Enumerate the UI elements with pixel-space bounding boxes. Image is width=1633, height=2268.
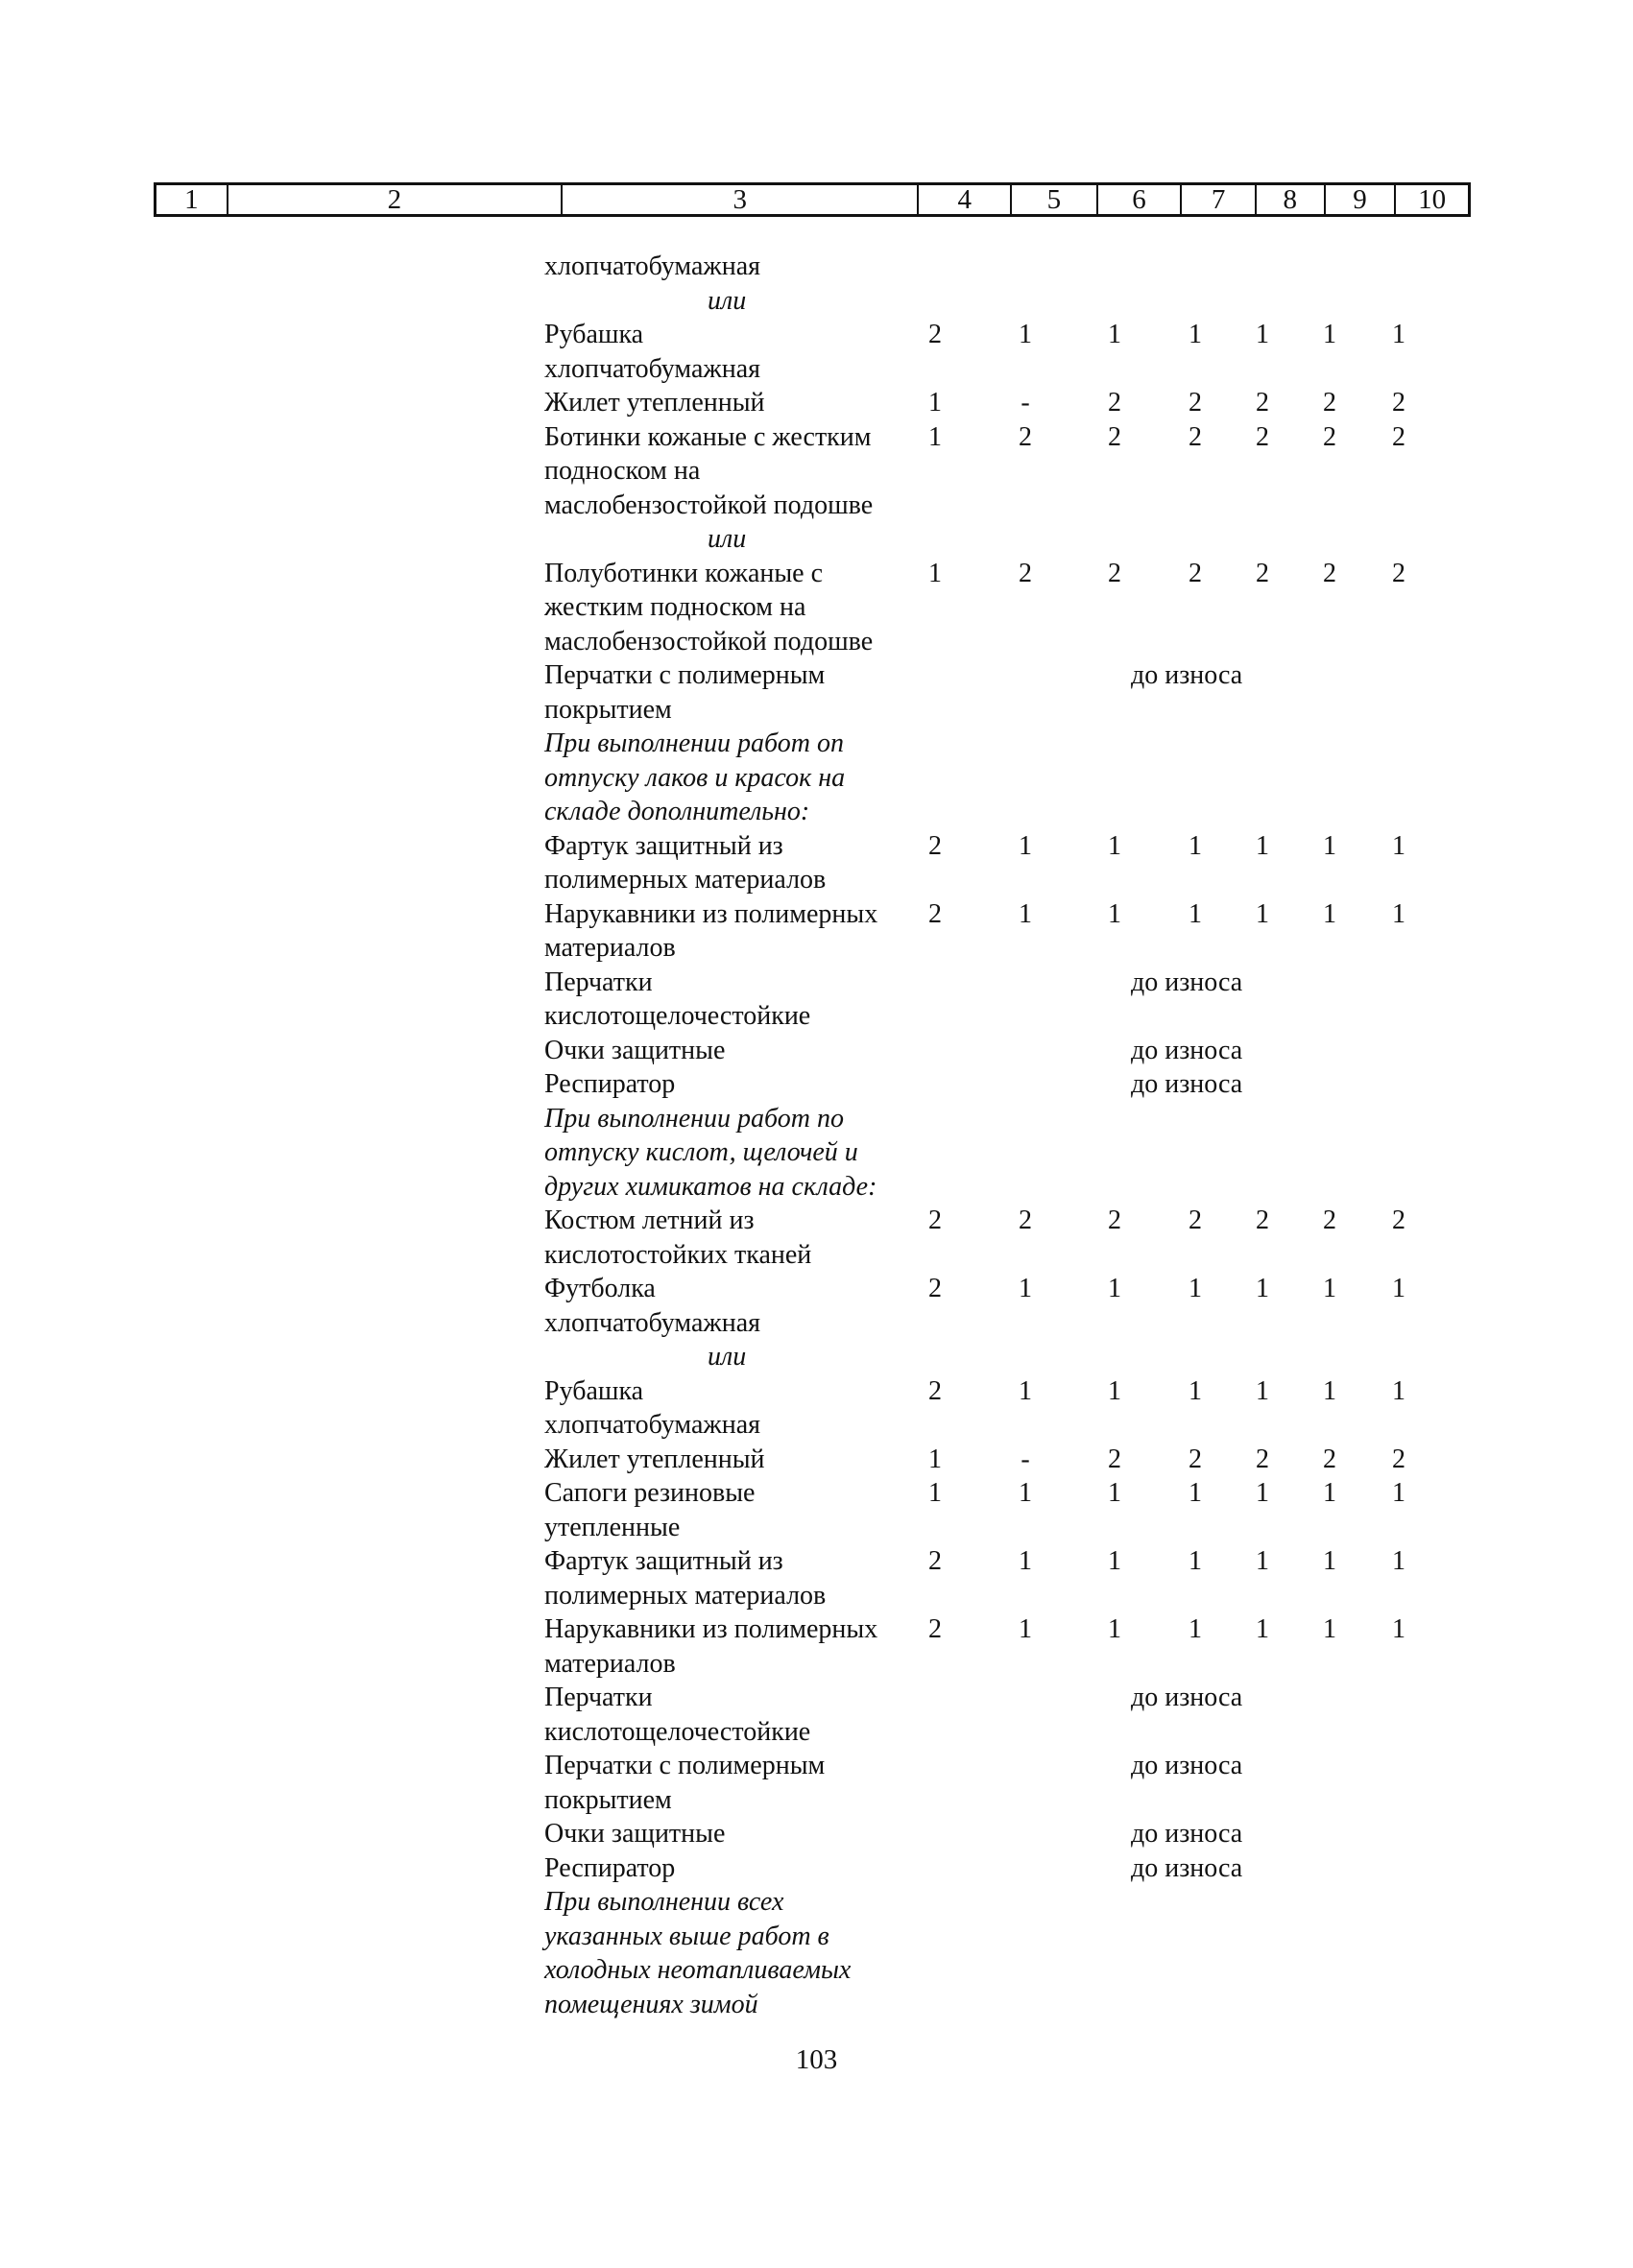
quantity-cell: 2	[1323, 558, 1336, 588]
item-name-line: или	[708, 1342, 747, 1372]
quantity-cell: 2	[1392, 421, 1405, 452]
item-name-line: маслобензостойкой подошве	[544, 626, 874, 657]
item-name-line: Фартук защитный из	[544, 1546, 783, 1576]
quantity-cell: 1	[1019, 830, 1032, 861]
item-name-line: холодных неотапливаемых	[544, 1955, 852, 1985]
quantity-cell: 1	[1189, 1546, 1202, 1576]
quantity-cell: 2	[1323, 421, 1336, 452]
item-name-line: Очки защитные	[544, 1819, 726, 1849]
quantity-cell: 2	[1189, 1206, 1202, 1235]
item-name-line: покрытием	[544, 1784, 672, 1815]
quantity-cell: 1	[1392, 1274, 1405, 1303]
item-name	[544, 829, 928, 897]
quantity-cell: 2	[1108, 558, 1121, 588]
quantity-cell: 2	[1256, 421, 1269, 452]
item-name-line: подноском на	[544, 456, 701, 486]
item-name-line: жестким подноском на	[544, 592, 806, 622]
until-worn-out-note: до износа	[1131, 1819, 1243, 1849]
quantity-cell: -	[1021, 388, 1030, 418]
item-name-line: покрытием	[544, 694, 672, 725]
quantity-cell: 1	[1019, 1375, 1032, 1406]
quantity-cell: 2	[1108, 388, 1121, 418]
item-name-line: или	[708, 524, 747, 554]
quantity-cell: 2	[1256, 1444, 1269, 1474]
item-name-line: При выполнении работ по	[544, 1103, 844, 1134]
quantity-cell: 1	[1108, 830, 1121, 861]
item-name	[544, 966, 928, 1034]
quantity-cell: 1	[1392, 898, 1405, 929]
quantity-cell: 2	[1189, 421, 1202, 452]
quantity-cell: 1	[928, 1444, 942, 1474]
header-cell: 6	[1098, 185, 1183, 214]
item-name-line: Респиратор	[544, 1069, 676, 1099]
section-note	[544, 1885, 928, 2021]
quantity-cell: 1	[1108, 1274, 1121, 1303]
item-name-line: Костюм летний из	[544, 1206, 755, 1235]
quantity-cell: 1	[1256, 1614, 1269, 1644]
item-name	[544, 250, 928, 284]
header-cell: 2	[228, 185, 563, 214]
alternative-marker	[708, 522, 1092, 557]
item-name-line: кислотощелочестойкие	[544, 1001, 811, 1031]
section-note	[544, 1102, 928, 1205]
quantity-cell: 1	[1108, 320, 1121, 349]
quantity-cell: 1	[1108, 1614, 1121, 1644]
alternative-marker	[708, 284, 1092, 319]
item-name-line: кислотостойких тканей	[544, 1239, 812, 1270]
item-name-line: Перчатки	[544, 1683, 653, 1712]
item-name-line: материалов	[544, 1648, 676, 1679]
item-name	[544, 1612, 928, 1681]
quantity-cell: 2	[1108, 1206, 1121, 1235]
quantity-cell: 1	[1256, 1375, 1269, 1406]
until-worn-out-note: до износа	[1131, 1035, 1243, 1065]
quantity-cell: 1	[1392, 1546, 1405, 1576]
item-name-line: Рубашка	[544, 1375, 644, 1406]
quantity-cell: 1	[1323, 1375, 1336, 1406]
header-cell: 1	[156, 185, 228, 214]
item-name-line: Сапоги резиновые	[544, 1478, 756, 1508]
quantity-cell: 2	[1189, 1444, 1202, 1474]
item-name-line: Очки защитные	[544, 1035, 726, 1065]
item-name	[544, 386, 928, 420]
item-name-line: При выполнении работ оп	[544, 728, 844, 758]
quantity-cell: 2	[1108, 421, 1121, 452]
quantity-cell: 2	[1323, 1206, 1336, 1235]
item-name-line: Полуботинки кожаные с	[544, 558, 824, 588]
quantity-cell: 2	[1392, 558, 1405, 588]
quantity-cell: 2	[1019, 1206, 1032, 1235]
quantity-cell: 1	[1392, 320, 1405, 349]
item-name-line: отпуску лаков и красок на	[544, 762, 846, 793]
item-name-line: полимерных материалов	[544, 1580, 827, 1611]
quantity-cell: 2	[928, 320, 942, 349]
header-cell: 8	[1257, 185, 1326, 214]
quantity-cell: 1	[1189, 1614, 1202, 1644]
quantity-cell: 1	[1392, 1478, 1405, 1508]
until-worn-out-note: до износа	[1131, 1069, 1243, 1099]
quantity-cell: 1	[1256, 898, 1269, 929]
quantity-cell: 1	[1323, 1614, 1336, 1644]
until-worn-out-note: до износа	[1131, 660, 1243, 690]
quantity-cell: 1	[1256, 1478, 1269, 1508]
item-name	[544, 1374, 928, 1443]
item-name-line: Перчатки с полимерным	[544, 660, 826, 690]
item-name	[544, 420, 928, 523]
item-name	[544, 1851, 928, 1886]
quantity-cell: 1	[1189, 320, 1202, 349]
until-worn-out-note: до износа	[1131, 1852, 1243, 1883]
item-name	[544, 557, 928, 659]
quantity-cell: 1	[928, 558, 942, 588]
quantity-cell: 2	[928, 1274, 942, 1303]
quantity-cell: 2	[1256, 1206, 1269, 1235]
quantity-cell: 1	[1108, 898, 1121, 929]
quantity-cell: 1	[1323, 1274, 1336, 1303]
quantity-cell: 1	[928, 1478, 942, 1508]
header-cell: 9	[1326, 185, 1397, 214]
until-worn-out-note: до износа	[1131, 1751, 1243, 1780]
item-name-line: хлопчатобумажная	[544, 251, 761, 281]
quantity-cell: 1	[1323, 1478, 1336, 1508]
quantity-cell: 2	[1189, 558, 1202, 588]
item-name-line: Респиратор	[544, 1852, 676, 1883]
quantity-cell: 1	[1392, 830, 1405, 861]
quantity-cell: 2	[1108, 1444, 1121, 1474]
quantity-cell: 1	[1108, 1546, 1121, 1576]
quantity-cell: 2	[1019, 558, 1032, 588]
item-name	[544, 1067, 928, 1102]
quantity-cell: 2	[928, 830, 942, 861]
item-name-line: хлопчатобумажная	[544, 1307, 761, 1338]
item-name-line: Рубашка	[544, 320, 644, 349]
alternative-marker	[708, 1340, 1092, 1374]
quantity-cell: 2	[928, 1206, 942, 1235]
item-name-line: Нарукавники из полимерных	[544, 1614, 878, 1644]
header-cell: 3	[563, 185, 919, 214]
item-name-line: полимерных материалов	[544, 865, 827, 895]
item-name-line: указанных выше работ в	[544, 1921, 829, 1951]
quantity-cell: 2	[1323, 1444, 1336, 1474]
item-name	[544, 318, 928, 386]
quantity-cell: 1	[1019, 1546, 1032, 1576]
quantity-cell: 2	[928, 1614, 942, 1644]
quantity-cell: 1	[1189, 1375, 1202, 1406]
quantity-cell: 1	[1256, 320, 1269, 349]
item-name-line: При выполнении всех	[544, 1887, 784, 1917]
quantity-cell: 2	[1189, 388, 1202, 418]
until-worn-out-note: до износа	[1131, 967, 1243, 997]
item-name	[544, 1476, 928, 1544]
quantity-cell: 1	[1189, 1274, 1202, 1303]
item-name	[544, 1034, 928, 1068]
item-name	[544, 897, 928, 966]
item-name	[544, 1272, 928, 1340]
quantity-cell: 2	[928, 1546, 942, 1576]
quantity-cell: -	[1021, 1444, 1030, 1474]
item-name-line: или	[708, 285, 747, 316]
quantity-cell: 1	[1019, 1614, 1032, 1644]
page-number: 103	[795, 2044, 838, 2075]
quantity-cell: 1	[1256, 1546, 1269, 1576]
item-name	[544, 1443, 928, 1477]
item-name-line: хлопчатобумажная	[544, 353, 761, 384]
quantity-cell: 1	[1019, 1478, 1032, 1508]
quantity-cell: 1	[1189, 898, 1202, 929]
until-worn-out-note: до износа	[1131, 1683, 1243, 1712]
item-name-line: Перчатки	[544, 967, 653, 997]
item-name	[544, 658, 928, 727]
item-name-line: материалов	[544, 933, 676, 963]
item-name	[544, 1817, 928, 1851]
quantity-cell: 1	[1019, 1274, 1032, 1303]
header-cell: 4	[919, 185, 1012, 214]
item-name-line: кислотощелочестойкие	[544, 1716, 811, 1747]
item-name	[544, 1681, 928, 1749]
quantity-cell: 2	[1392, 388, 1405, 418]
quantity-cell: 2	[928, 1375, 942, 1406]
quantity-cell: 1	[928, 388, 942, 418]
quantity-cell: 1	[1019, 898, 1032, 929]
item-name-line: Перчатки с полимерным	[544, 1751, 826, 1780]
item-name-line: Жилет утепленный	[544, 388, 765, 418]
item-name-line: маслобензостойкой подошве	[544, 489, 874, 520]
quantity-cell: 2	[1392, 1206, 1405, 1235]
item-name-line: складе дополнительно:	[544, 797, 810, 826]
header-cell: 5	[1012, 185, 1098, 214]
quantity-cell: 1	[928, 421, 942, 452]
quantity-cell: 1	[1323, 1546, 1336, 1576]
item-name-line: других химикатов на складе:	[544, 1171, 877, 1202]
item-name	[544, 1749, 928, 1817]
item-name-line: Футболка	[544, 1274, 656, 1303]
quantity-cell: 1	[1189, 1478, 1202, 1508]
item-name	[544, 1204, 928, 1272]
quantity-cell: 1	[1323, 898, 1336, 929]
item-name-line: Жилет утепленный	[544, 1444, 765, 1474]
item-name-line: хлопчатобумажная	[544, 1410, 761, 1440]
quantity-cell: 2	[1323, 388, 1336, 418]
quantity-cell: 1	[1019, 320, 1032, 349]
column-header-row	[154, 182, 1471, 217]
item-name	[544, 1544, 928, 1612]
quantity-cell: 1	[1323, 320, 1336, 349]
quantity-cell: 1	[1392, 1614, 1405, 1644]
quantity-cell: 2	[928, 898, 942, 929]
quantity-cell: 1	[1323, 830, 1336, 861]
quantity-cell: 2	[1256, 388, 1269, 418]
quantity-cell: 1	[1108, 1375, 1121, 1406]
quantity-cell: 1	[1189, 830, 1202, 861]
item-name-line: Фартук защитный из	[544, 830, 783, 861]
quantity-cell: 1	[1256, 1274, 1269, 1303]
header-cell: 7	[1182, 185, 1257, 214]
quantity-cell: 1	[1392, 1375, 1405, 1406]
quantity-cell: 2	[1019, 421, 1032, 452]
header-cell: 10	[1418, 183, 1447, 215]
quantity-cell: 1	[1256, 830, 1269, 861]
quantity-cell: 1	[1108, 1478, 1121, 1508]
item-name-line: отпуску кислот, щелочей и	[544, 1137, 858, 1167]
item-name-line: Ботинки кожаные с жестким	[544, 421, 872, 452]
quantity-cell: 2	[1392, 1444, 1405, 1474]
section-note	[544, 727, 928, 829]
item-name-line: Нарукавники из полимерных	[544, 898, 878, 929]
item-name-line: утепленные	[544, 1512, 681, 1542]
quantity-cell: 2	[1256, 558, 1269, 588]
item-name-line: помещениях зимой	[544, 1989, 758, 2019]
